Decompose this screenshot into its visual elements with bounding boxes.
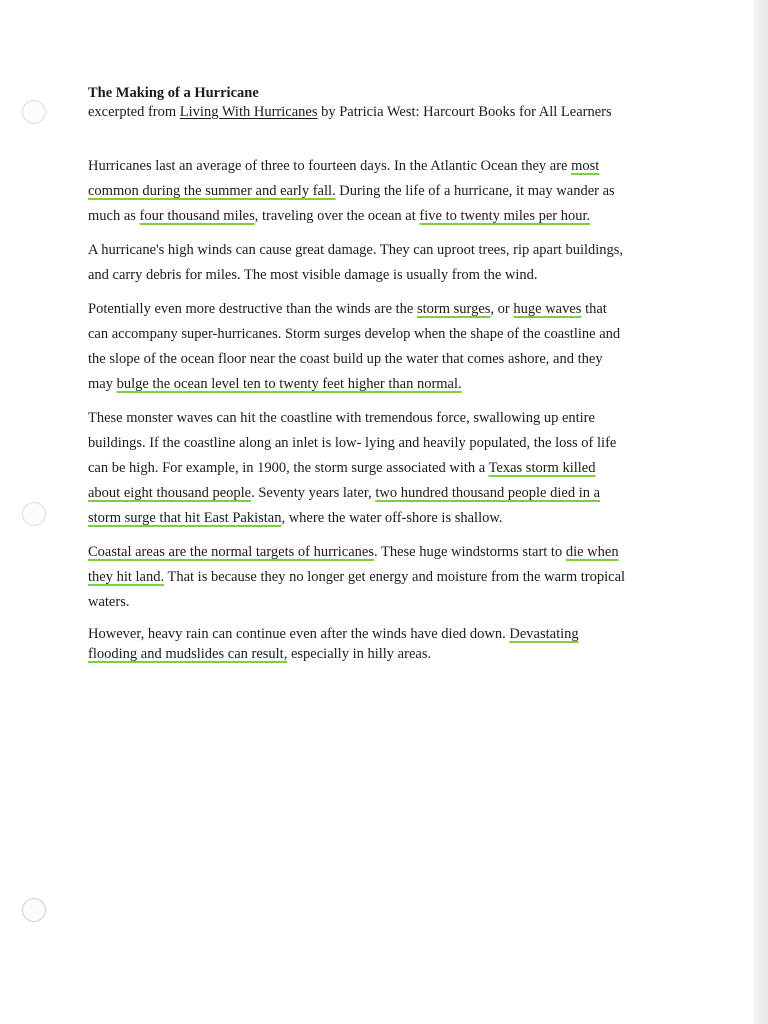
highlighted-text: five to twenty miles per hour. [419, 208, 591, 224]
highlighted-text: die when they hit land. [88, 544, 619, 585]
highlighted-text: huge waves [513, 301, 582, 317]
paragraph-4 [88, 406, 628, 531]
punch-hole [22, 898, 46, 922]
paragraph-6 [88, 624, 628, 664]
book-title: Living With Hurricanes [179, 104, 318, 120]
highlighted-text: four thousand miles [139, 208, 255, 224]
paragraph-5 [88, 540, 628, 615]
text-segment: During the life of a hurricane, it may wander as much as [88, 183, 615, 224]
text-segment: . These huge windstorms start to [374, 544, 566, 560]
page-edge [754, 0, 768, 1024]
paragraph-2 [88, 238, 628, 288]
text-segment: These monster waves can hit the coastline with tremendous force, swallowing up entire buildings. If the coastline along an inlet is low- lying and heavily populated, the loss of life can be high. For example, in 1900, the storm surge associated with a [88, 410, 617, 476]
text-segment: A hurricane's high winds can cause great damage. They can uproot trees, rip apart buildings, and carry debris for miles. The most visible damage is usually from the wind. [88, 242, 624, 283]
highlighted-text: Coastal areas are the normal targets of hurricanes [88, 544, 374, 560]
highlighted-text: most common during the summer and early fall. [88, 158, 600, 199]
text-segment: Potentially even more destructive than the winds are the [88, 301, 417, 317]
text-segment: However, heavy rain can continue even after the winds have died down. [88, 626, 510, 642]
paragraph-3 [88, 297, 628, 397]
document-title: The Making of a Hurricane [88, 85, 259, 101]
text-segment: that can accompany super-hurricanes. Storm surges develop when the shape of the coastline and the slope of the ocean floor near the coast build up the water that comes ashore, and they may [88, 301, 621, 392]
source-line [88, 103, 628, 122]
source-prefix: excerpted from [88, 104, 180, 120]
text-segment: . Seventy years later, [251, 485, 376, 501]
punch-hole [22, 100, 46, 124]
paragraph-1 [88, 154, 628, 229]
text-segment: , traveling over the ocean at [254, 208, 420, 224]
highlighted-text: bulge the ocean level ten to twenty feet higher than normal. [116, 376, 462, 392]
highlighted-text: Texas storm killed about eight thousand people [88, 460, 596, 501]
highlighted-text: storm surges [416, 301, 491, 317]
text-segment: , where the water off-shore is shallow. [281, 510, 503, 526]
punch-hole [22, 502, 46, 526]
document [88, 84, 628, 664]
text-segment: especially in hilly areas. [287, 646, 432, 662]
highlighted-text: two hundred thousand people died in a storm surge that hit East Pakistan [88, 485, 601, 526]
highlighted-text: Devastating flooding and mudslides can result, [88, 626, 579, 662]
source-suffix: by Patricia West: Harcourt Books for All Learners [317, 104, 612, 120]
text-segment: That is because they no longer get energy and moisture from the warm tropical waters. [88, 569, 626, 610]
text-segment: Hurricanes last an average of three to fourteen days. In the Atlantic Ocean they are [88, 158, 572, 174]
text-segment: , or [490, 301, 514, 317]
